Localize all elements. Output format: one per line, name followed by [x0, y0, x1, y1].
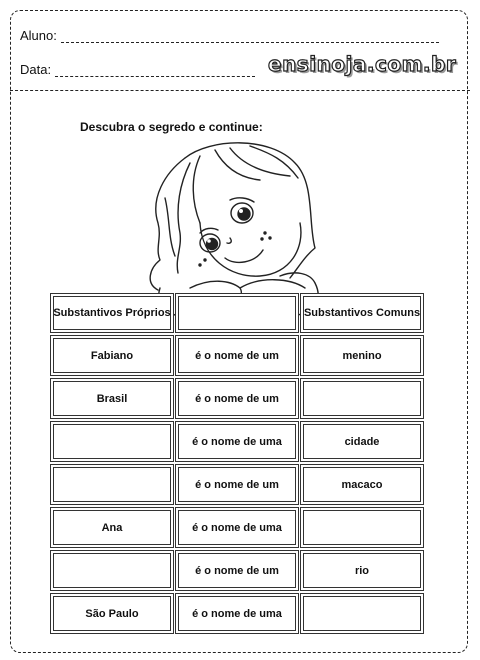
instruction-text: Descubra o segredo e continue:	[80, 120, 263, 134]
proper-noun-cell[interactable]: Ana	[50, 507, 174, 548]
table-header-row	[50, 292, 424, 334]
date-field[interactable]	[20, 62, 255, 77]
student-name-line[interactable]	[61, 32, 439, 43]
connector-cell: é o nome de um	[175, 335, 299, 376]
table-row	[50, 592, 424, 635]
header-divider	[10, 90, 470, 91]
common-noun-cell[interactable]: rio	[300, 550, 424, 591]
common-noun-cell[interactable]	[300, 507, 424, 548]
date-label: Data:	[20, 62, 52, 77]
common-noun-cell[interactable]: macaco	[300, 464, 424, 505]
common-noun-cell[interactable]: menino	[300, 335, 424, 376]
table-row	[50, 506, 424, 549]
connector-cell: é o nome de uma	[175, 421, 299, 462]
common-noun-cell[interactable]	[300, 378, 424, 419]
table-row	[50, 377, 424, 420]
proper-noun-cell[interactable]	[50, 421, 174, 462]
connector-cell: é o nome de uma	[175, 593, 299, 634]
student-label: Aluno:	[20, 28, 57, 43]
common-noun-cell[interactable]	[300, 593, 424, 634]
connector-cell: é o nome de um	[175, 550, 299, 591]
table-row	[50, 334, 424, 377]
header-middle	[175, 293, 299, 333]
common-noun-cell[interactable]: cidade	[300, 421, 424, 462]
date-line[interactable]	[55, 66, 255, 77]
connector-cell: é o nome de um	[175, 378, 299, 419]
table-row	[50, 549, 424, 592]
proper-noun-cell[interactable]: Brasil	[50, 378, 174, 419]
proper-noun-cell[interactable]	[50, 550, 174, 591]
connector-cell: é o nome de um	[175, 464, 299, 505]
table-row	[50, 463, 424, 506]
site-logo: ensinoja.com.br	[268, 52, 457, 76]
table-row	[50, 420, 424, 463]
header-proper-nouns: Substantivos Próprios	[50, 293, 174, 333]
student-name-field[interactable]	[20, 28, 439, 43]
proper-noun-cell[interactable]: São Paulo	[50, 593, 174, 634]
header-common-nouns: Substantivos Comuns	[300, 293, 424, 333]
connector-cell: é o nome de uma	[175, 507, 299, 548]
proper-noun-cell[interactable]: Fabiano	[50, 335, 174, 376]
nouns-table	[50, 292, 424, 635]
proper-noun-cell[interactable]	[50, 464, 174, 505]
